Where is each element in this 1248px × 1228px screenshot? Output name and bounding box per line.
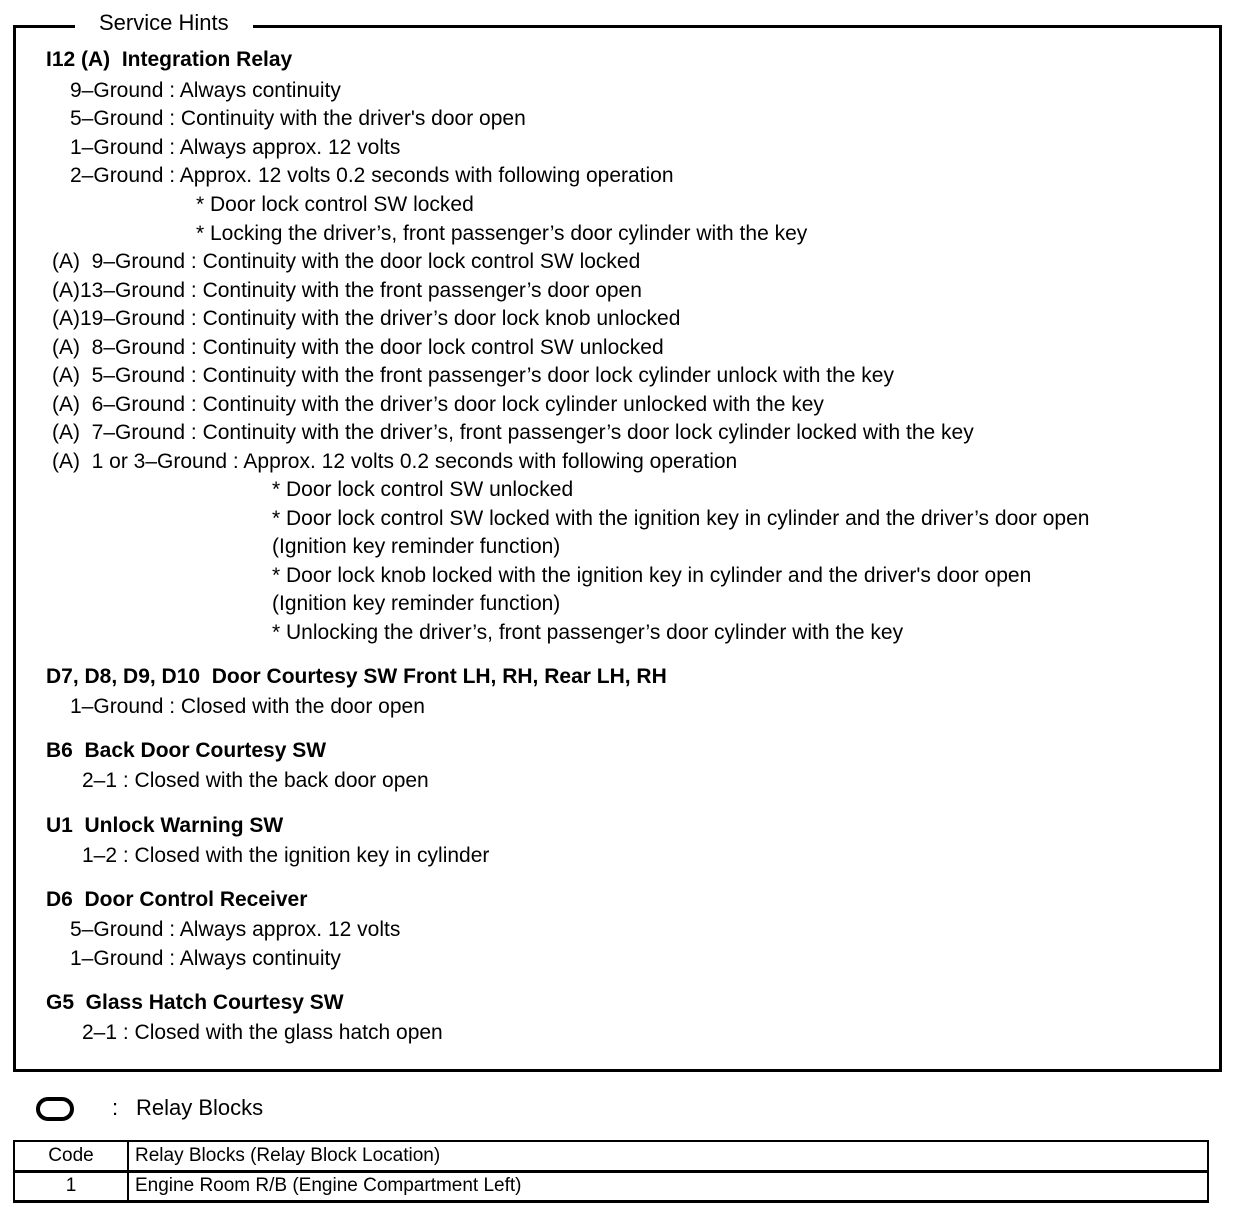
d7-line: 1–Ground : Closed with the door open	[70, 695, 425, 718]
i12-line: (A)19–Ground : Continuity with the driver’s door lock knob unlocked	[52, 307, 681, 330]
i12-line: * Locking the driver’s, front passenger’s door cylinder with the key	[196, 222, 808, 245]
i12-heading: I12 (A) Integration Relay	[46, 48, 293, 71]
d6-line: 5–Ground : Always approx. 12 volts	[70, 918, 401, 941]
b6-line: 2–1 : Closed with the back door open	[82, 769, 429, 792]
table-row	[14, 1171, 1208, 1201]
i12-line: 1–Ground : Always approx. 12 volts	[70, 136, 401, 159]
header-code: Code	[14, 1141, 128, 1171]
i12-line: (A) 9–Ground : Continuity with the door lock control SW locked	[52, 250, 641, 273]
i12-line: * Door lock knob locked with the ignition key in cylinder and the driver's door open	[272, 564, 1032, 587]
i12-line: * Door lock control SW unlocked	[272, 478, 574, 501]
i12-line: (A) 1 or 3–Ground : Approx. 12 volts 0.2 seconds with following operation	[52, 450, 738, 473]
i12-line: * Door lock control SW locked	[196, 193, 474, 216]
i12-line: (A) 5–Ground : Continuity with the front passenger’s door lock cylinder unlock with the key	[52, 364, 894, 387]
i12-line: (A)13–Ground : Continuity with the front passenger’s door open	[52, 279, 642, 302]
i12-line: 2–Ground : Approx. 12 volts 0.2 seconds with following operation	[70, 164, 674, 187]
relay-blocks-legend-label: Relay Blocks	[136, 1095, 264, 1120]
u1-line: 1–2 : Closed with the ignition key in cylinder	[82, 844, 490, 867]
i12-line: (A) 8–Ground : Continuity with the door lock control SW unlocked	[52, 336, 664, 359]
relay-blocks-table	[13, 1140, 1209, 1203]
table-header-row	[14, 1141, 1208, 1171]
cell-code: 1	[14, 1171, 128, 1201]
b6-heading: B6 Back Door Courtesy SW	[46, 739, 327, 762]
i12-line: (A) 7–Ground : Continuity with the driver’s, front passenger’s door lock cylinder locked with the key	[52, 421, 974, 444]
g5-line: 2–1 : Closed with the glass hatch open	[82, 1021, 443, 1044]
i12-line: 5–Ground : Continuity with the driver's door open	[70, 107, 526, 130]
u1-heading: U1 Unlock Warning SW	[46, 814, 284, 837]
header-relay-blocks: Relay Blocks (Relay Block Location)	[128, 1141, 1208, 1171]
d7-heading: D7, D8, D9, D10 Door Courtesy SW Front LH, RH, Rear LH, RH	[46, 665, 667, 688]
i12-line: (A) 6–Ground : Continuity with the driver’s door lock cylinder unlocked with the key	[52, 393, 824, 416]
i12-line: * Door lock control SW locked with the ignition key in cylinder and the driver’s door open	[272, 507, 1090, 530]
relay-block-symbol-icon	[36, 1097, 74, 1121]
cell-relay-block: Engine Room R/B (Engine Compartment Left)	[128, 1171, 1208, 1201]
i12-line: (Ignition key reminder function)	[272, 535, 561, 558]
legend-colon: :	[112, 1095, 119, 1120]
i12-line: (Ignition key reminder function)	[272, 592, 561, 615]
i12-line: * Unlocking the driver’s, front passenger’s door cylinder with the key	[272, 621, 904, 644]
d6-line: 1–Ground : Always continuity	[70, 947, 341, 970]
i12-line: 9–Ground : Always continuity	[70, 79, 341, 102]
d6-heading: D6 Door Control Receiver	[46, 888, 308, 911]
service-hints-title: Service Hints	[75, 8, 253, 38]
g5-heading: G5 Glass Hatch Courtesy SW	[46, 991, 344, 1014]
